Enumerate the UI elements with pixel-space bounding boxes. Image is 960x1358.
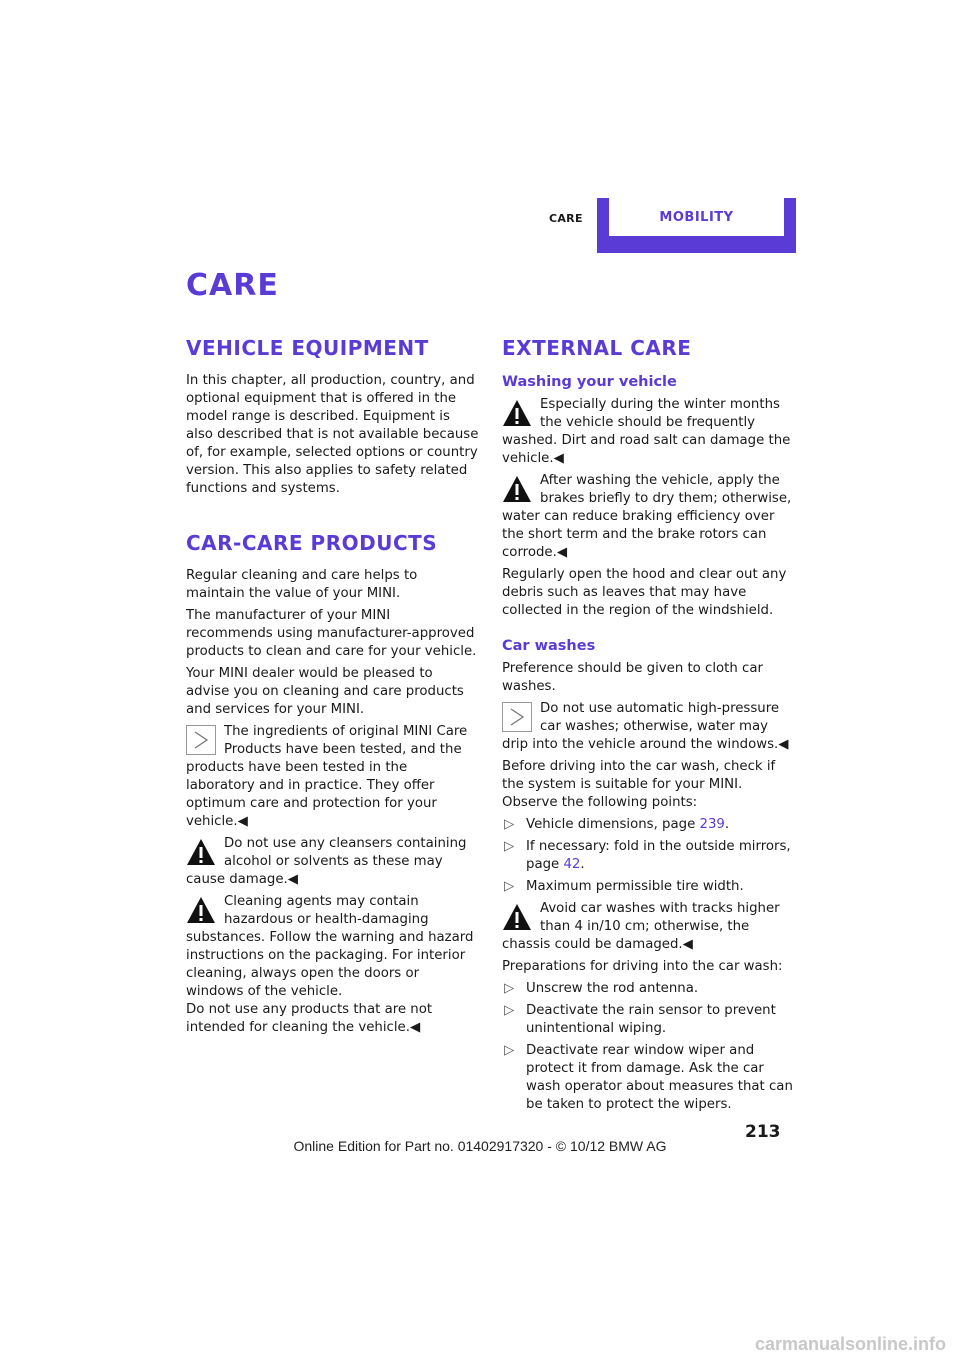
list-item-text: Vehicle dimensions, page bbox=[526, 817, 700, 832]
heading-car-care-products: CAR-CARE PRODUCTS bbox=[186, 531, 438, 555]
info-note-icon bbox=[502, 702, 532, 732]
page-number: 213 bbox=[745, 1122, 781, 1142]
warning-triangle-icon bbox=[502, 474, 532, 504]
car-care-paragraph-2: The manufacturer of your MINI recommends using manufacturer-approved products to clean and care for your vehicle. bbox=[186, 608, 477, 659]
list-item bbox=[502, 1042, 796, 1114]
warning-note bbox=[186, 835, 480, 889]
end-marker: ◀ bbox=[553, 451, 564, 466]
info-note bbox=[186, 723, 480, 831]
heading-vehicle-equipment: VEHICLE EQUIPMENT bbox=[186, 336, 429, 360]
end-marker: ◀ bbox=[556, 545, 568, 560]
warning-note-text: After washing the vehicle, apply the brakes briefly to dry them; otherwise, water can reduce braking efficiency over the short term and the brake rotors can corrode. bbox=[502, 473, 792, 560]
header-chapter-tab-label: MOBILITY bbox=[609, 198, 784, 236]
bullet-marker: ▷ bbox=[504, 817, 515, 832]
page-title: CARE bbox=[186, 268, 279, 303]
warning-note bbox=[502, 472, 796, 562]
vehicle-equipment-text: In this chapter, all production, country, and optional equipment that is offered in the model range is described. Equipment is also described that is not available because of, for example, selected options or country version. This also applies to safety related functions and systems. bbox=[186, 373, 479, 496]
car-wash-prep-text: Preparations for driving into the car wash: bbox=[502, 959, 783, 974]
right-column bbox=[502, 335, 796, 1118]
warning-note bbox=[502, 900, 796, 954]
list-item bbox=[502, 1002, 796, 1038]
warning-note-text-continued: Do not use any products that are not intended for cleaning the vehicle. bbox=[186, 1002, 433, 1035]
list-item bbox=[502, 838, 796, 874]
header-chapter-tab bbox=[597, 198, 796, 253]
left-column bbox=[186, 335, 480, 1041]
heading-car-washes: Car washes bbox=[502, 638, 596, 654]
washing-text: Regularly open the hood and clear out any debris such as leaves that may have collected in the region of the windshield. bbox=[502, 567, 787, 618]
heading-washing-your-vehicle: Washing your vehicle bbox=[502, 374, 677, 390]
warning-note-text: Cleaning agents may contain hazardous or health-damaging substances. Follow the warning and hazard instructions on the packaging. For interior cleaning, always open the doors or windows of the vehicle. bbox=[186, 894, 474, 999]
warning-note bbox=[502, 396, 796, 468]
footer-edition-note: Online Edition for Part no. 01402917320 - © 10/12 BMW AG bbox=[293, 1138, 667, 1154]
watermark: carmanualsonline.info bbox=[754, 1334, 946, 1354]
list-item-text: Maximum permissible tire width. bbox=[526, 879, 744, 894]
header-section-label: CARE bbox=[549, 212, 583, 225]
list-item-text: Deactivate the rain sensor to prevent unintentional wiping. bbox=[526, 1003, 776, 1036]
warning-triangle-icon bbox=[502, 902, 532, 932]
bullet-marker: ▷ bbox=[504, 1003, 515, 1018]
car-wash-checklist bbox=[502, 816, 796, 896]
end-marker: ◀ bbox=[778, 737, 789, 752]
info-note bbox=[502, 700, 796, 754]
car-care-paragraph-1: Regular cleaning and care helps to maintain the value of your MINI. bbox=[186, 568, 418, 601]
end-marker: ◀ bbox=[682, 937, 693, 952]
page-link-42[interactable]: 42 bbox=[563, 857, 581, 872]
warning-note-text: Especially during the winter months the vehicle should be frequently washed. Dirt and road salt can damage the vehicle. bbox=[502, 397, 791, 466]
period: . bbox=[580, 857, 585, 872]
list-item-text: Deactivate rear window wiper and protect it from damage. Ask the car wash operator about measures that can be taken to protect the wipers. bbox=[526, 1043, 793, 1112]
list-item bbox=[502, 980, 796, 998]
list-item bbox=[502, 816, 796, 834]
period: . bbox=[724, 817, 730, 832]
heading-external-care: EXTERNAL CARE bbox=[502, 336, 692, 360]
page-link-239[interactable]: 239 bbox=[699, 817, 725, 832]
warning-triangle-icon bbox=[186, 837, 216, 867]
end-marker: ◀ bbox=[287, 872, 298, 887]
warning-triangle-icon bbox=[502, 398, 532, 428]
end-marker: ◀ bbox=[237, 814, 248, 829]
warning-note bbox=[186, 893, 480, 1037]
list-item-text: Unscrew the rod antenna. bbox=[526, 981, 699, 996]
bullet-marker: ▷ bbox=[504, 981, 515, 996]
info-note-icon bbox=[186, 725, 216, 755]
list-item bbox=[502, 878, 796, 896]
car-washes-intro: Preference should be given to cloth car washes. bbox=[502, 661, 763, 694]
info-note-text: Do not use automatic high-pressure car washes; otherwise, water may drip into the vehicle around the windows. bbox=[502, 701, 780, 752]
warning-triangle-icon bbox=[186, 895, 216, 925]
warning-note-text: Avoid car washes with tracks higher than 4 in/10 cm; otherwise, the chassis could be damaged. bbox=[502, 901, 780, 952]
end-marker: ◀ bbox=[409, 1020, 421, 1035]
list-item-text: If necessary: fold in the outside mirrors, page bbox=[526, 839, 791, 872]
bullet-marker: ▷ bbox=[504, 1043, 515, 1058]
info-note-text: The ingredients of original MINI Care Products have been tested, and the products have been tested in the laboratory and in practice. They offer optimum care and protection for your vehicle. bbox=[186, 724, 468, 829]
car-wash-check-text: Before driving into the car wash, check if the system is suitable for your MINI. Observe the following points: bbox=[502, 759, 776, 810]
car-care-paragraph-3: Your MINI dealer would be pleased to advise you on cleaning and care products and services for your MINI. bbox=[186, 666, 464, 717]
warning-note-text: Do not use any cleansers containing alcohol or solvents as these may cause damage. bbox=[186, 836, 467, 887]
car-wash-prep-list bbox=[502, 980, 796, 1114]
bullet-marker: ▷ bbox=[504, 839, 515, 854]
bullet-marker: ▷ bbox=[504, 879, 515, 894]
